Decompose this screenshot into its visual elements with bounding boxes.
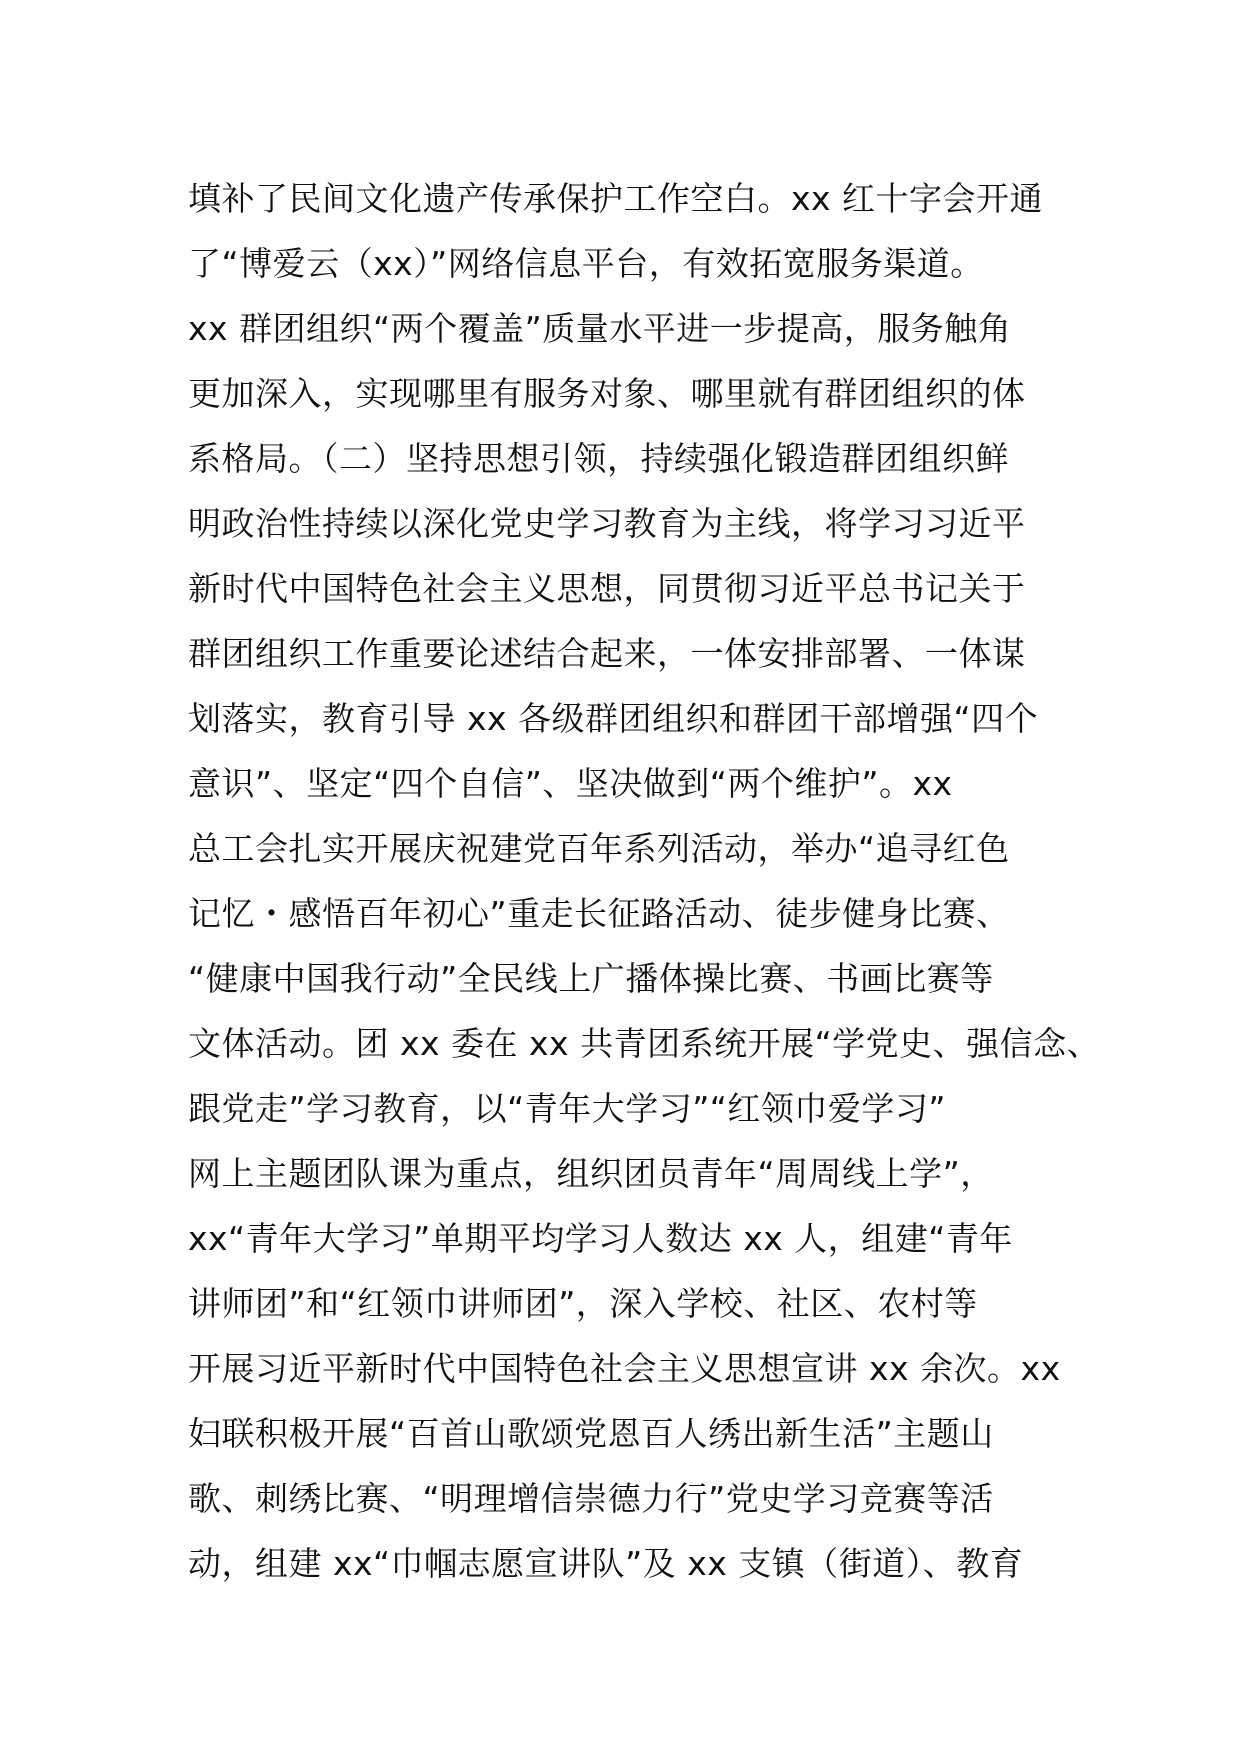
- text-line: 意识”、坚定“四个自信”、坚决做到“两个维护”。xx: [188, 764, 953, 803]
- text-line: 群团组织工作重要论述结合起来，一体安排部署、一体谋: [188, 634, 1026, 673]
- text-line: 网上主题团队课为重点，组织团员青年“周周线上学”，: [188, 1154, 994, 1193]
- text-line: 讲师团”和“红领巾讲师团”，深入学校、社区、农村等: [188, 1284, 978, 1323]
- text-line: 填补了民间文化遗产传承保护工作空白。xx 红十字会开通: [188, 179, 1044, 218]
- body-text: [188, 166, 1101, 1596]
- text-line: 系格局。（二）坚持思想引领，持续强化锻造群团组织鲜: [188, 439, 1009, 478]
- text-line: 歌、刺绣比赛、“明理增信崇德力行”党史学习竞赛等活: [188, 1479, 994, 1518]
- text-line: 妇联积极开展“百首山歌颂党恩百人绣出新生活”主题山: [188, 1414, 994, 1453]
- text-line: 更加深入，实现哪里有服务对象、哪里就有群团组织的体: [188, 374, 1026, 413]
- text-line: 明政治性持续以深化党史学习教育为主线，将学习习近平: [188, 504, 1026, 543]
- text-line: 记忆・感悟百年初心”重走长征路活动、徒步健身比赛、: [188, 894, 1010, 933]
- text-line: 跟党走”学习教育，以“青年大学习”“红领巾爱学习”: [188, 1089, 946, 1128]
- text-line: xx“青年大学习”单期平均学习人数达 xx 人，组建“青年: [188, 1219, 1013, 1258]
- text-line: 动，组建 xx“巾帼志愿宣讲队”及 xx 支镇（街道）、教育: [188, 1544, 1024, 1583]
- text-line: “健康中国我行动”全民线上广播体操比赛、书画比赛等: [188, 959, 994, 998]
- text-line: 了“博爱云（xx）”网络信息平台，有效拓宽服务渠道。: [188, 244, 984, 283]
- text-line: 开展习近平新时代中国特色社会主义思想宣讲 xx 余次。xx: [188, 1349, 1061, 1388]
- text-line: xx 群团组织“两个覆盖”质量水平进一步提高，服务触角: [188, 309, 1012, 348]
- text-line: 文体活动。团 xx 委在 xx 共青团系统开展“学党史、强信念、: [188, 1024, 1101, 1063]
- text-line: 新时代中国特色社会主义思想，同贯彻习近平总书记关于: [188, 569, 1026, 608]
- text-line: 划落实，教育引导 xx 各级群团组织和群团干部增强“四个: [188, 699, 1039, 738]
- text-line: 总工会扎实开展庆祝建党百年系列活动，举办“追寻红色: [188, 829, 1010, 868]
